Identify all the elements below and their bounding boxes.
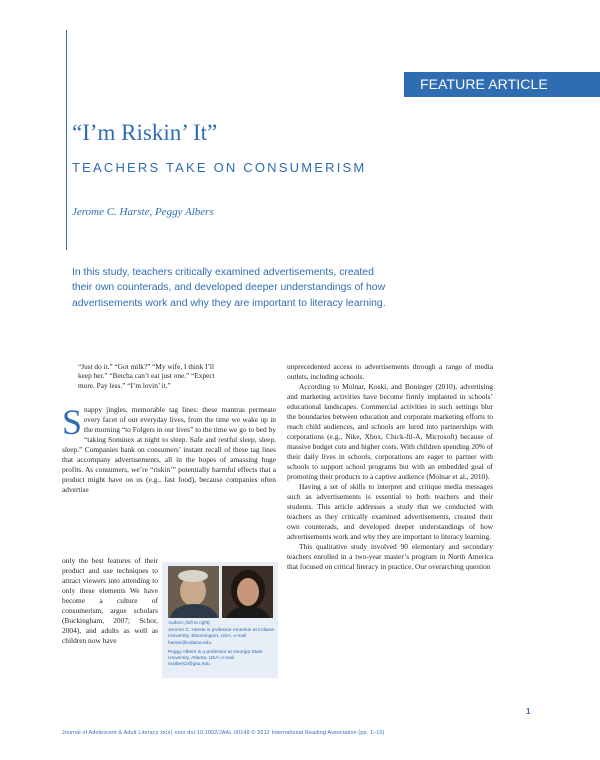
body-paragraph: Having a set of skills to interpret and critique media messages such as advertisements is essential to both teachers and their students. This article addresses a study that we conducted with teachers as they critically examined advertisements, created their own counterads, and developed deeper understandings of how advertisements work and why they are important to literacy learning. <box>287 482 493 541</box>
abstract-line: their own counterads, and developed deeper understandings of how <box>72 282 386 294</box>
article-authors: Jerome C. Harste, Peggy Albers <box>72 206 214 218</box>
author-bio-albers: Peggy Albers is a professor at Georgia State University, Atlanta, USA; e-mail malbers2@gsu.edu. <box>168 649 263 668</box>
body-paragraph: only the best features of their product and use techniques to attract viewers into attending to only these elements We have become a culture of consumerism, argue scholars (Buckingham, 2007; Schor, 2004), and adults as well as children now have <box>62 556 158 645</box>
author-photo-albers <box>222 566 273 618</box>
epigraph-line: more. Pay less.” “I’m lovin’ it.” <box>78 380 171 390</box>
author-info-box <box>162 562 278 678</box>
author-photo-harste <box>168 566 219 618</box>
margin-rule <box>66 30 67 250</box>
body-column-right <box>287 362 493 572</box>
article-subtitle: TEACHERS TAKE ON CONSUMERISM <box>72 160 367 175</box>
body-paragraph: unprecedented access to advertisements through a range of media outlets, including schools. <box>287 362 493 381</box>
body-paragraph: This qualitative study involved 90 elementary and secondary teachers enrolled in a two-year master’s program in North America that focused on critical literacy in practice. Our overarching question <box>287 542 493 571</box>
body-column-left <box>62 402 276 495</box>
body-column-left-narrow <box>62 556 158 646</box>
journal-footer: Journal of Adolescent & Adult Literacy xx(x) xxxx doi:10.1002/JAAL.00149 © 2012 International Reading Association (pp. 1–10) <box>62 730 385 736</box>
body-paragraph: According to Molnar, Koski, and Boninger (2010), advertising and marketing activities have become firmly implanted in schools’ educational landscapes. Commercial activities in such settings blur the boundaries between education and corporate marketing efforts to reach child audiences, and schools are lured into partnerships with corporations (e.g., Nike, Xbox, Chick-fil-A, Microsoft) because of massive budget cuts and higher costs. With children spending 20% of their daily lives in schools, corporations are eager to partner with schools to support school programs but with an embedded goal of promoting their products to a captive audience (Molnar et al., 2010). <box>287 382 493 481</box>
photo-caption: Authors (left to right) <box>168 620 210 625</box>
body-paragraph: nappy jingles, memorable tag lines: these mantras permeate every facet of our everyday lives, from the time we wake up in the morning “to Folgers in our lives” to the time we go to bed by “taking Sominex at night to sleep. Safe and restful sleep, sleep, sleep.” Companies bank on consumers’ instant recall of these tag lines that accompany advertisements, all in the hopes of amassing huge profits. As consumers, we’re “riskin’” potentially harmful effects that a product might have on us (e.g., fast food), because companies often advertise <box>62 405 276 494</box>
abstract-line: In this study, teachers critically examined advertisements, created <box>72 267 374 278</box>
article-abstract <box>72 265 422 311</box>
author-bio-harste: Jerome C. Harste is professor emeritus at Indiana University, Bloomington, USA; e-mail harste@indiana.edu. <box>168 628 274 646</box>
abstract-line: advertisements work and why they are important to literacy learning. <box>72 297 386 309</box>
author-photos <box>168 566 274 618</box>
page-number: 1 <box>526 707 531 716</box>
epigraph-line: keep her.” “Betcha can’t eat just one.” “Expect <box>78 371 215 381</box>
article-title: “I’m Riskin’ It” <box>72 120 218 145</box>
epigraph-line: “Just do it.” “Got milk?” “My wife, I think I’ll <box>78 362 214 371</box>
drop-cap: S <box>62 402 83 442</box>
feature-article-tag: FEATURE ARTICLE <box>404 72 600 97</box>
epigraph <box>78 362 274 390</box>
